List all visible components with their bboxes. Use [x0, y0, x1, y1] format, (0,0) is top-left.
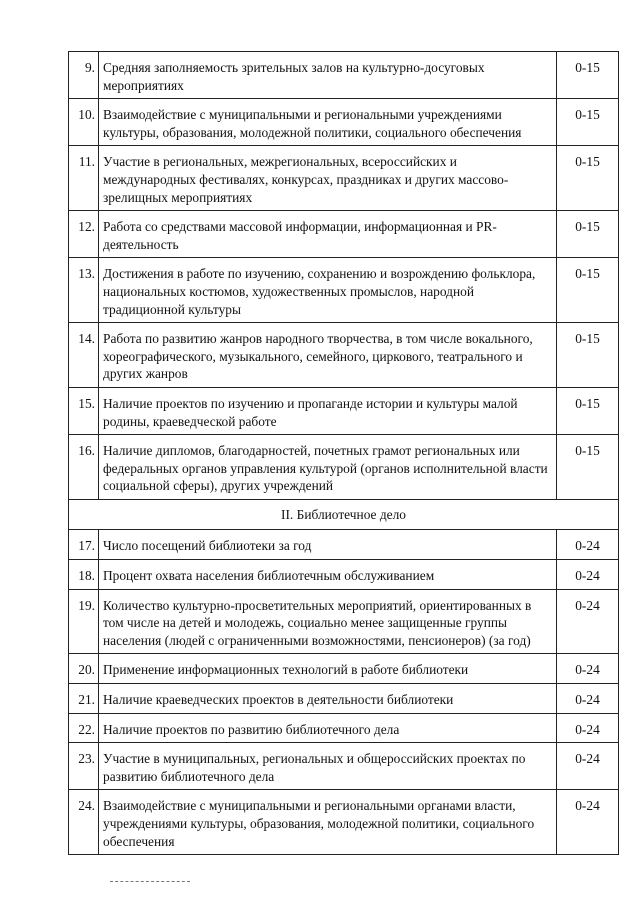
- score-range: 0-15: [557, 323, 619, 388]
- criterion-text: Участие в региональных, межрегиональных, всероссийских и международных фестивалях, конкурсах, праздниках и других массово-зрелищных мероприятиях: [99, 146, 557, 211]
- score-range: 0-15: [557, 435, 619, 500]
- criterion-text: Применение информационных технологий в работе библиотеки: [99, 654, 557, 684]
- score-range: 0-24: [557, 654, 619, 684]
- criteria-rows-culture: [69, 52, 619, 500]
- table-row: [69, 530, 619, 560]
- table-row: [69, 52, 619, 99]
- score-range: 0-24: [557, 560, 619, 590]
- row-number: 21.: [69, 684, 99, 714]
- criterion-text: Число посещений библиотеки за год: [99, 530, 557, 560]
- table-row: [69, 435, 619, 500]
- section-row: [69, 499, 619, 530]
- criterion-text: Наличие дипломов, благодарностей, почетных грамот региональных или федеральных органов управления культурой (органов исполнительной власти социальной сферы), других учреждений: [99, 435, 557, 500]
- row-number: 13.: [69, 258, 99, 323]
- row-number: 18.: [69, 560, 99, 590]
- score-range: 0-24: [557, 530, 619, 560]
- table-row: [69, 589, 619, 654]
- row-number: 23.: [69, 743, 99, 790]
- table-row: [69, 323, 619, 388]
- criterion-text: Наличие проектов по изучению и пропаганде истории и культуры малой родины, краеведческой работе: [99, 387, 557, 434]
- criterion-text: Работа по развитию жанров народного творчества, в том числе вокального, хореографического, музыкального, семейного, циркового, театрального и других жанров: [99, 323, 557, 388]
- table-row: [69, 560, 619, 590]
- criterion-text: Участие в муниципальных, региональных и общероссийских проектах по развитию библиотечного дела: [99, 743, 557, 790]
- criteria-table: [68, 51, 619, 855]
- row-number: 17.: [69, 530, 99, 560]
- score-range: 0-15: [557, 211, 619, 258]
- table-row: [69, 387, 619, 434]
- score-range: 0-24: [557, 743, 619, 790]
- score-range: 0-24: [557, 713, 619, 743]
- score-range: 0-15: [557, 146, 619, 211]
- row-number: 22.: [69, 713, 99, 743]
- score-range: 0-24: [557, 790, 619, 855]
- score-range: 0-24: [557, 684, 619, 714]
- table-row: [69, 654, 619, 684]
- table-row: [69, 258, 619, 323]
- row-number: 20.: [69, 654, 99, 684]
- table-row: [69, 99, 619, 146]
- row-number: 16.: [69, 435, 99, 500]
- criterion-text: Средняя заполняемость зрительных залов на культурно-досуговых мероприятиях: [99, 52, 557, 99]
- row-number: 12.: [69, 211, 99, 258]
- table-row: [69, 684, 619, 714]
- score-range: 0-15: [557, 258, 619, 323]
- row-number: 10.: [69, 99, 99, 146]
- score-range: 0-15: [557, 387, 619, 434]
- criterion-text: Наличие краеведческих проектов в деятельности библиотеки: [99, 684, 557, 714]
- criterion-text: Количество культурно-просветительных мероприятий, ориентированных в том числе на детей и молодежь, социально менее защищенные группы населения (людей с ограниченными возможностями, пенсионеров) (за год): [99, 589, 557, 654]
- row-number: 9.: [69, 52, 99, 99]
- criterion-text: Процент охвата населения библиотечным обслуживанием: [99, 560, 557, 590]
- criteria-rows-library: [69, 530, 619, 855]
- footer-divider: [110, 881, 190, 882]
- row-number: 11.: [69, 146, 99, 211]
- row-number: 14.: [69, 323, 99, 388]
- criterion-text: Достижения в работе по изучению, сохранению и возрождению фольклора, национальных костюмов, художественных промыслов, народной традиционной культуры: [99, 258, 557, 323]
- criterion-text: Наличие проектов по развитию библиотечного дела: [99, 713, 557, 743]
- table-row: [69, 146, 619, 211]
- section-header-library: [69, 499, 619, 530]
- table-row: [69, 713, 619, 743]
- section-title: II. Библиотечное дело: [69, 499, 619, 530]
- row-number: 19.: [69, 589, 99, 654]
- row-number: 15.: [69, 387, 99, 434]
- score-range: 0-15: [557, 52, 619, 99]
- table-row: [69, 211, 619, 258]
- criterion-text: Взаимодействие с муниципальными и региональными учреждениями культуры, образования, молодежной политики, социального обеспечения: [99, 99, 557, 146]
- score-range: 0-24: [557, 589, 619, 654]
- table-row: [69, 743, 619, 790]
- table-row: [69, 790, 619, 855]
- row-number: 24.: [69, 790, 99, 855]
- criterion-text: Работа со средствами массовой информации, информационная и PR-деятельность: [99, 211, 557, 258]
- score-range: 0-15: [557, 99, 619, 146]
- criterion-text: Взаимодействие с муниципальными и региональными органами власти, учреждениями культуры, образования, молодежной политики, социального обеспечения: [99, 790, 557, 855]
